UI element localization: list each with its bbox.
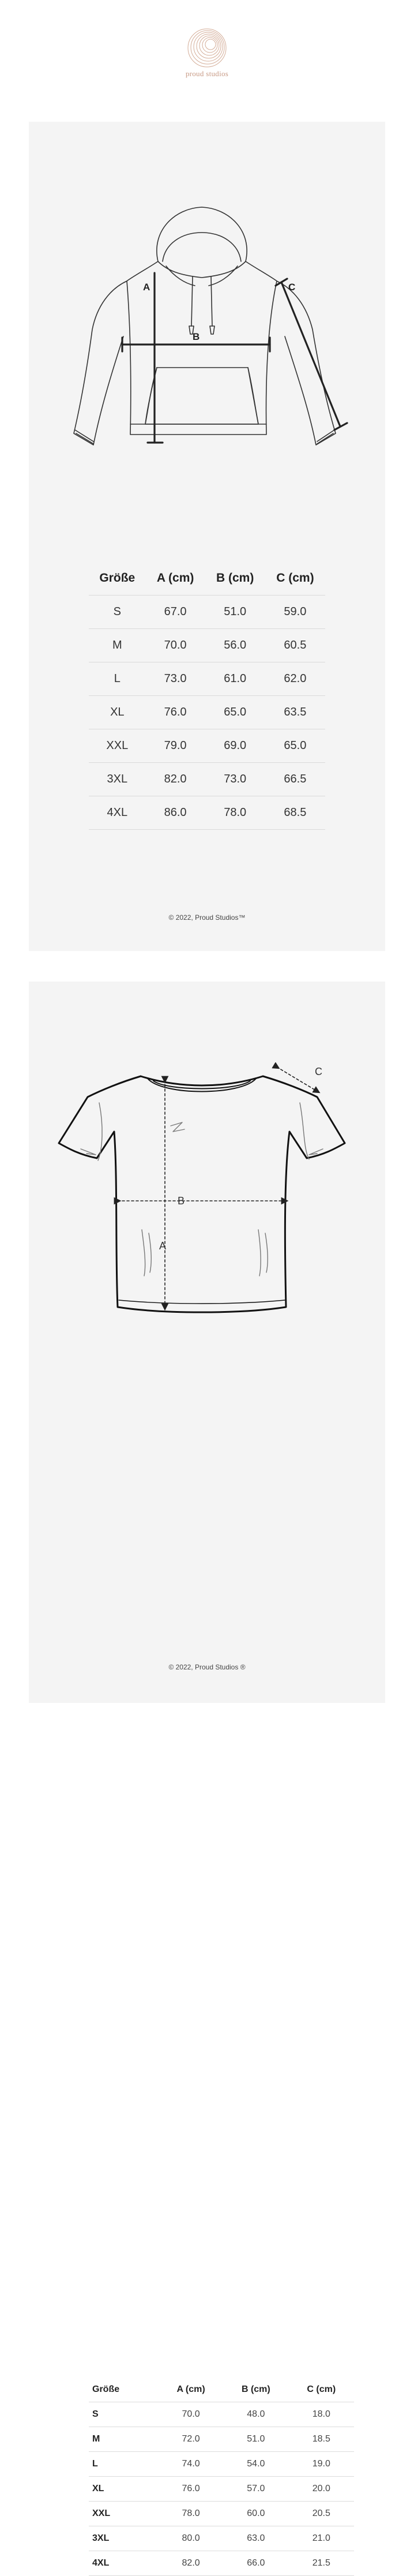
value-cell: 82.0 (159, 2551, 223, 2576)
value-cell: 62.0 (265, 662, 325, 696)
hoodie-label-b: B (193, 331, 200, 342)
hoodie-label-c: C (288, 282, 296, 293)
tshirt-illustration (29, 1062, 385, 1328)
value-cell: 51.0 (205, 596, 265, 629)
value-cell: 18.0 (289, 2402, 354, 2427)
value-cell: 66.0 (223, 2551, 288, 2576)
hoodie-illustration (29, 191, 385, 491)
table-row (89, 2427, 354, 2452)
size-cell: 3XL (89, 763, 146, 796)
value-cell: 63.5 (265, 696, 325, 729)
value-cell: 20.0 (289, 2477, 354, 2502)
value-cell: 82.0 (146, 763, 205, 796)
value-cell: 69.0 (205, 729, 265, 763)
table-row (89, 2477, 354, 2502)
value-cell: 76.0 (146, 696, 205, 729)
value-cell: 79.0 (146, 729, 205, 763)
table-row (89, 629, 325, 662)
value-cell: 78.0 (159, 2502, 223, 2526)
value-cell: 21.5 (289, 2551, 354, 2576)
column-header: Größe (89, 561, 146, 596)
value-cell: 65.0 (265, 729, 325, 763)
value-cell: 63.0 (223, 2526, 288, 2551)
value-cell: 76.0 (159, 2477, 223, 2502)
value-cell: 19.0 (289, 2452, 354, 2477)
size-cell: 3XL (89, 2526, 159, 2551)
tshirt-label-b: B (178, 1195, 185, 1207)
brand-logo[interactable] (0, 28, 414, 78)
value-cell: 86.0 (146, 796, 205, 830)
value-cell: 60.5 (265, 629, 325, 662)
column-header: B (cm) (223, 2377, 288, 2402)
size-cell: L (89, 662, 146, 696)
size-cell: XXL (89, 2502, 159, 2526)
table-row (89, 696, 325, 729)
value-cell: 73.0 (205, 763, 265, 796)
table-row (89, 2551, 354, 2576)
value-cell: 48.0 (223, 2402, 288, 2427)
value-cell: 80.0 (159, 2526, 223, 2551)
column-header: A (cm) (159, 2377, 223, 2402)
size-cell: M (89, 2427, 159, 2452)
value-cell: 51.0 (223, 2427, 288, 2452)
column-header: A (cm) (146, 561, 205, 596)
size-cell: S (89, 596, 146, 629)
table-row (89, 2502, 354, 2526)
value-cell: 74.0 (159, 2452, 223, 2477)
table-row (89, 2452, 354, 2477)
size-cell: S (89, 2402, 159, 2427)
value-cell: 60.0 (223, 2502, 288, 2526)
table-row (89, 763, 325, 796)
value-cell: 59.0 (265, 596, 325, 629)
size-cell: XL (89, 2477, 159, 2502)
value-cell: 20.5 (289, 2502, 354, 2526)
tshirt-copyright: © 2022, Proud Studios ® (168, 1663, 246, 1671)
table-row (89, 2526, 354, 2551)
column-header: C (cm) (289, 2377, 354, 2402)
value-cell: 67.0 (146, 596, 205, 629)
spiral-logo-icon (187, 28, 227, 68)
size-cell: 4XL (89, 2551, 159, 2576)
value-cell: 18.5 (289, 2427, 354, 2452)
value-cell: 21.0 (289, 2526, 354, 2551)
value-cell: 61.0 (205, 662, 265, 696)
column-header: B (cm) (205, 561, 265, 596)
size-cell: 4XL (89, 796, 146, 830)
column-header: Größe (89, 2377, 159, 2402)
size-cell: XL (89, 696, 146, 729)
column-header: C (cm) (265, 561, 325, 596)
value-cell: 68.5 (265, 796, 325, 830)
value-cell: 78.0 (205, 796, 265, 830)
tshirt-label-a: A (159, 1240, 167, 1252)
hoodie-size-chart (29, 122, 385, 951)
value-cell: 65.0 (205, 696, 265, 729)
value-cell: 70.0 (146, 629, 205, 662)
tshirt-size-chart (29, 982, 385, 2568)
hoodie-copyright: © 2022, Proud Studios™ (168, 913, 246, 922)
value-cell: 54.0 (223, 2452, 288, 2477)
value-cell: 66.5 (265, 763, 325, 796)
hoodie-label-a: A (143, 282, 150, 293)
brand-name: proud studios (185, 69, 229, 78)
table-header-row (89, 2377, 354, 2402)
value-cell: 70.0 (159, 2402, 223, 2427)
value-cell: 56.0 (205, 629, 265, 662)
value-cell: 72.0 (159, 2427, 223, 2452)
table-row (89, 2402, 354, 2427)
tshirt-size-table (89, 2377, 354, 2576)
table-header-row (89, 561, 325, 596)
size-cell: L (89, 2452, 159, 2477)
tshirt-label-c: C (315, 1066, 322, 1077)
size-cell: M (89, 629, 146, 662)
table-row (89, 729, 325, 763)
value-cell: 73.0 (146, 662, 205, 696)
size-cell: XXL (89, 729, 146, 763)
table-row (89, 796, 325, 830)
table-row (89, 662, 325, 696)
hoodie-size-table (89, 561, 325, 830)
table-row (89, 596, 325, 629)
value-cell: 57.0 (223, 2477, 288, 2502)
